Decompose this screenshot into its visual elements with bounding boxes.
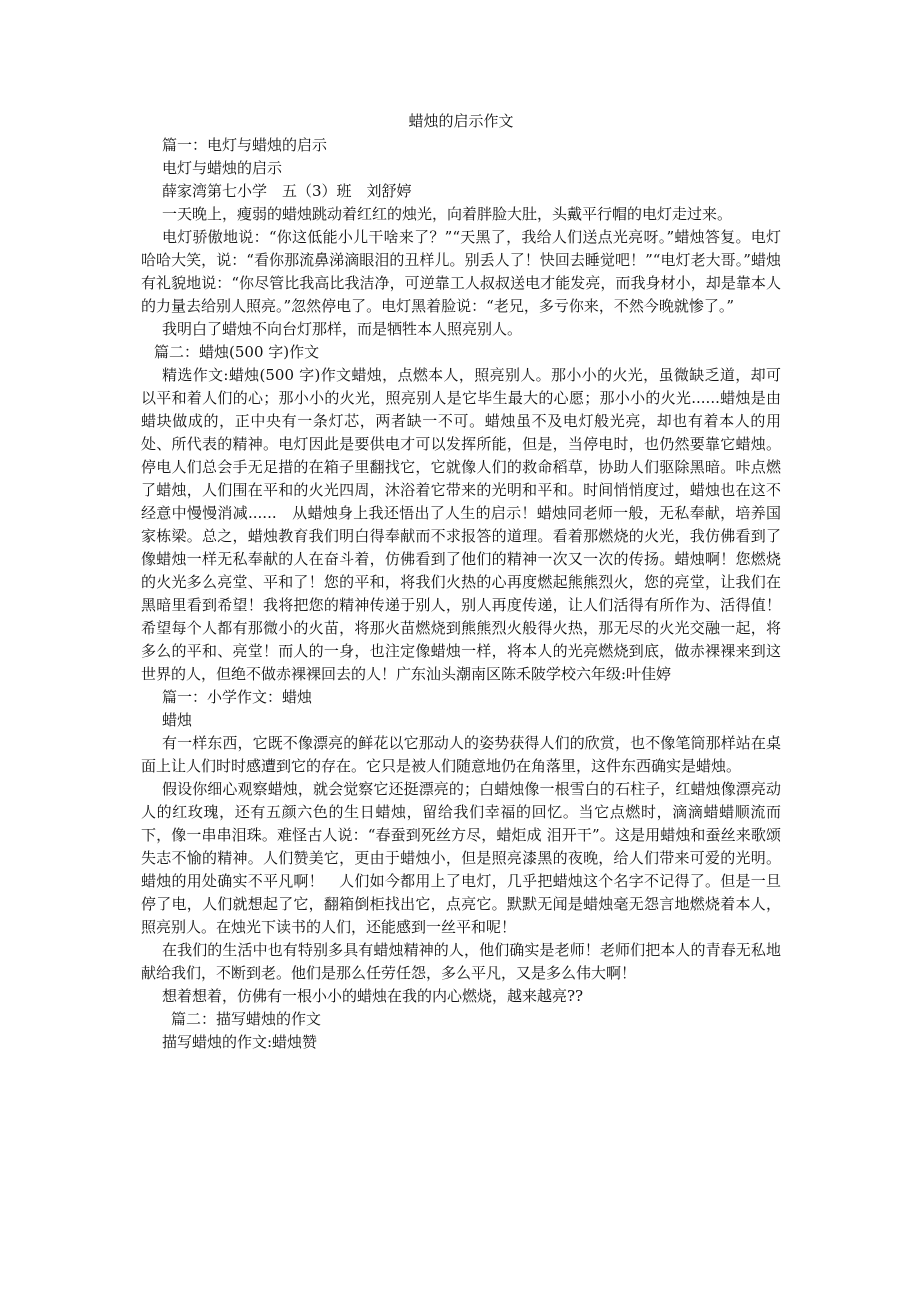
- body-paragraph: 我明白了蜡烛不向台灯那样，而是牺牲本人照亮别人。: [162, 320, 523, 338]
- body-paragraph: 想着想着，仿佛有一根小小的蜡烛在我的内心燃烧，越来越亮??: [162, 987, 584, 1005]
- essay-title: 蜡烛: [162, 711, 193, 729]
- body-paragraph: 有一样东西，它既不像漂亮的鲜花以它那动人的姿势获得人们的欣赏，也不像笔筒那样站在桌面上让人们时时感遭到它的存在。它只是被人们随意地仍在角落里，这件东西确实是蜡烛。: [141, 734, 781, 775]
- section-heading: 篇一：电灯与蜡烛的启示: [162, 136, 328, 154]
- body-paragraph: 一天晚上，瘦弱的蜡烛跳动着红红的烛光，向着胖脸大肚，头戴平行帽的电灯走过来。: [162, 205, 733, 223]
- section-heading: 篇一：小学作文：蜡烛: [162, 688, 313, 706]
- body-paragraph: 精选作文:蜡烛(500 字)作文蜡烛，点燃本人，照亮别人。那小小的火光，虽微缺乏道，却可以平和着人们的心；那小小的火光，照亮别人是它毕生最大的心愿；那小小的火光......蜡烛是由蜡块做成的，正中央有一条灯芯，两者缺一不可。蜡烛虽不及电灯般光亮，却也有着本人的用处、所代表的精神。电灯因此是要供电才可以发挥所能，但是，当停电时，也仍然要靠它蜡烛。停电人们总会手无足措的在箱子里翻找它，它就像人们的救命稻草，协助人们驱除黑暗。咔点燃了蜡烛，人们围在平和的火光四周，沐浴着它带来的光明和平和。时间悄悄度过，蜡烛也在这不经意中慢慢消减...... 从蜡烛身上我还悟出了人生的启示！蜡烛同老师一般，无私奉献，培养国家栋梁。总之，蜡烛教育我们明白得奉献而不求报答的道理。看着那燃烧的火光，我仿佛看到了像蜡烛一样无私奉献的人在奋斗着，仿佛看到了他们的精神一次又一次的传扬。蜡烛啊！您燃烧的火光多么亮堂、平和了！您的平和，将我们火热的心再度燃起熊熊烈火，您的亮堂，让我们在黑暗里看到希望！我将把您的精神传递于别人，别人再度传递，让人们活得有所作为、活得值！ 希望每个人都有那微小的火苗，将那火苗燃烧到熊熊烈火般得火热，那无尽的火光交融一起，将多么的平和、亮堂！而人的一身，也注定像蜡烛一样，将本人的光亮燃烧到底，做赤裸裸来到这世界的人，但绝不做赤裸裸回去的人！广东汕头潮南区陈禾陂学校六年级:叶佳婷: [141, 366, 797, 683]
- body-paragraph: 假设你细心观察蜡烛，就会觉察它还挺漂亮的；白蜡烛像一根雪白的石柱子，红蜡烛像漂亮动人的红玫瑰，还有五颜六色的生日蜡烛，留给我们幸福的回忆。当它点燃时，滴滴蜡蜡顺流而下，像一串串泪珠。难怪古人说：“春蚕到死丝方尽，蜡炬成 泪开干”。这是用蜡烛和蚕丝来歌颂失志不愉的精神。人们赞美它，更由于蜡烛小，但是照亮漆黑的夜晚，给人们带来可爱的光明。蜡烛的用处确实不平凡啊！ 人们如今都用上了电灯，几乎把蜡烛这个名字不记得了。但是一旦停了电，人们就想起了它，翻箱倒柜找出它，点亮它。默默无闻是蜡烛毫无怨言地燃烧着本人，照亮别人。在烛光下读书的人们，还能感到一丝平和呢！: [141, 780, 781, 936]
- author-line: 薛家湾第七小学 五（3）班 刘舒婷: [162, 182, 412, 200]
- essay-title: 描写蜡烛的作文:蜡烛赞: [162, 1033, 318, 1051]
- essay-title: 电灯与蜡烛的启示: [162, 159, 283, 177]
- document-page: [141, 110, 797, 1054]
- body-paragraph: 电灯骄傲地说：“你这低能小儿干啥来了？”“天黑了，我给人们送点光亮呀。”蜡烛答复。电灯哈哈大笑，说：“看你那流鼻涕滴眼泪的丑样儿。别丢人了！快回去睡觉吧！”“电灯老大哥。”蜡烛有礼貌地说：“你尽管比我高比我洁净，可逆靠工人叔叔送电才能发亮，而我身材小，却是靠本人的力量去给别人照亮。”忽然停电了。电灯黑着脸说：“老兄，多亏你来，不然今晚就惨了。”: [141, 228, 781, 315]
- section-heading: 篇二：蜡烛(500 字)作文: [154, 343, 320, 361]
- body-paragraph: 在我们的生活中也有特别多具有蜡烛精神的人，他们确实是老师！老师们把本人的青春无私地献给我们，不断到老。他们是那么任劳任怨，多么平凡，又是多么伟大啊！: [141, 941, 781, 982]
- section-heading: 篇二：描写蜡烛的作文: [171, 1010, 322, 1028]
- document-title: 蜡烛的启示作文: [408, 112, 514, 130]
